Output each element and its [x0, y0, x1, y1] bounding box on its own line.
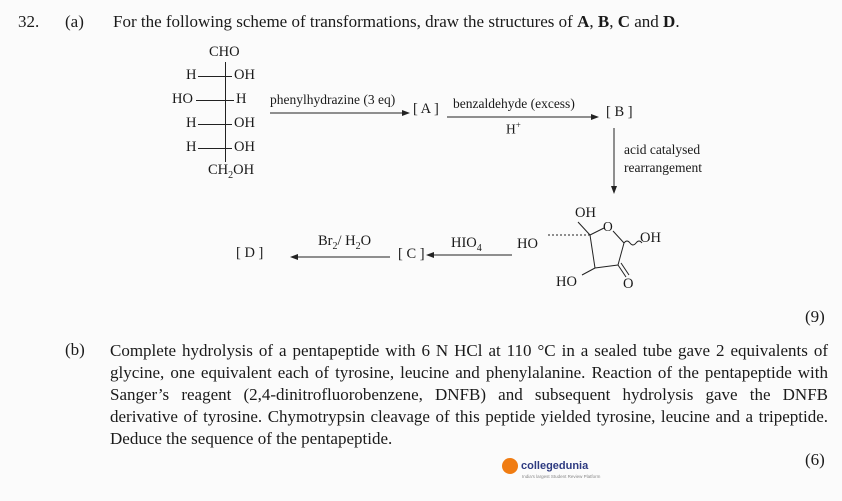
- arrow-to-a: [270, 108, 410, 118]
- fischer-row4-left: H: [186, 139, 197, 155]
- acid-h: H: [506, 121, 516, 137]
- part-a-label: (a): [65, 12, 84, 31]
- logo-tagline: India's largest Student Review Platform: [522, 474, 601, 479]
- fischer-row3-left: H: [186, 115, 197, 131]
- label-d: [ D ]: [236, 245, 264, 261]
- part-b-text: Complete hydrolysis of a pentapeptide with 6 N HCl at 110 °C in a sealed tube gave 2 equivalents of glycine, one equivalent each of tyrosine, leucine and phenylalanine. Reaction of the pentapeptide with Sanger’s reagent (2,4-dinitrofluorobenzene, DNFB) and subsequent hydrolysis gave the DNFB derivative of tyrosine. Chymotrypsin cleavage of this peptide yielded tyrosine, leucine and a tripeptide. Deduce the sequence of the pentapeptide.: [110, 341, 828, 448]
- hio-text: HIO: [451, 235, 477, 251]
- reagent-phenylhydrazine: phenylhydrazine (3 eq): [270, 92, 396, 107]
- ring-oh-right: OH: [640, 230, 661, 246]
- fischer-row2-left: HO: [172, 91, 193, 107]
- part-a-text: [113, 12, 680, 32]
- rearrangement-line2: rearrangement: [624, 160, 702, 175]
- question-number: 32.: [18, 12, 40, 31]
- ring-oh-top: OH: [575, 205, 596, 221]
- h-text: / H: [337, 233, 356, 249]
- arrow-to-c: [426, 250, 512, 260]
- arrow-to-d: [290, 252, 390, 262]
- part-a-text-lead: For the following scheme of transformations, draw the structures of: [113, 12, 578, 31]
- reagent-bromine-water: [318, 233, 371, 252]
- fischer-row3-bond: [198, 124, 232, 125]
- ring-ho-bottom: HO: [556, 274, 577, 290]
- reagent-acid: [506, 120, 521, 138]
- arrow-down: [609, 128, 619, 194]
- ring-ho-left: HO: [517, 236, 538, 252]
- label-a: [ A ]: [413, 101, 439, 117]
- br2-subscript: 2: [332, 240, 338, 252]
- acid-plus: +: [515, 120, 521, 130]
- fischer-row1-right: OH: [234, 67, 255, 83]
- conjunction: and: [630, 12, 664, 31]
- label-b: [ B ]: [606, 104, 633, 120]
- part-b-marks: (6): [805, 450, 825, 469]
- fischer-vertical-bond: [225, 62, 226, 162]
- fischer-bottom-ch2oh: [208, 162, 254, 181]
- oh-text: OH: [233, 162, 255, 178]
- structure-c-ref: C: [617, 12, 630, 31]
- fischer-row3-right: OH: [234, 115, 255, 131]
- fischer-row2-bond: [196, 100, 234, 101]
- ch-text: CH: [208, 162, 229, 178]
- structure-d-ref: D: [663, 12, 676, 31]
- fischer-row1-left: H: [186, 67, 197, 83]
- logo-text: collegedunia: [521, 460, 589, 472]
- fischer-row2-right: H: [236, 91, 247, 107]
- o-text: O: [360, 233, 372, 249]
- ring-carbonyl-oxygen: O: [623, 276, 634, 292]
- arrow-to-b: [447, 112, 599, 122]
- structure-a-ref: A: [577, 12, 590, 31]
- h2-subscript: 2: [355, 240, 361, 252]
- hio4-subscript: 4: [476, 242, 482, 254]
- structure-b-ref: B: [597, 12, 610, 31]
- fischer-row1-bond: [198, 76, 232, 77]
- ch2-subscript: 2: [228, 169, 234, 181]
- part-a-marks: (9): [805, 307, 825, 326]
- logo-icon: [502, 458, 518, 474]
- label-c: [ C ]: [398, 246, 425, 262]
- fischer-row4-bond: [198, 148, 232, 149]
- ring-oxygen: O: [603, 219, 613, 234]
- separator: ,: [589, 12, 598, 31]
- collegedunia-logo: [502, 458, 588, 474]
- separator: ,: [609, 12, 618, 31]
- fischer-row4-right: OH: [234, 139, 255, 155]
- fischer-top-cho: CHO: [209, 44, 240, 60]
- part-b-label: (b): [65, 340, 85, 359]
- br-text: Br: [318, 233, 333, 249]
- period: .: [675, 12, 680, 31]
- reagent-benzaldehyde: benzaldehyde (excess): [453, 96, 575, 111]
- rearrangement-line1: acid catalysed: [624, 142, 701, 157]
